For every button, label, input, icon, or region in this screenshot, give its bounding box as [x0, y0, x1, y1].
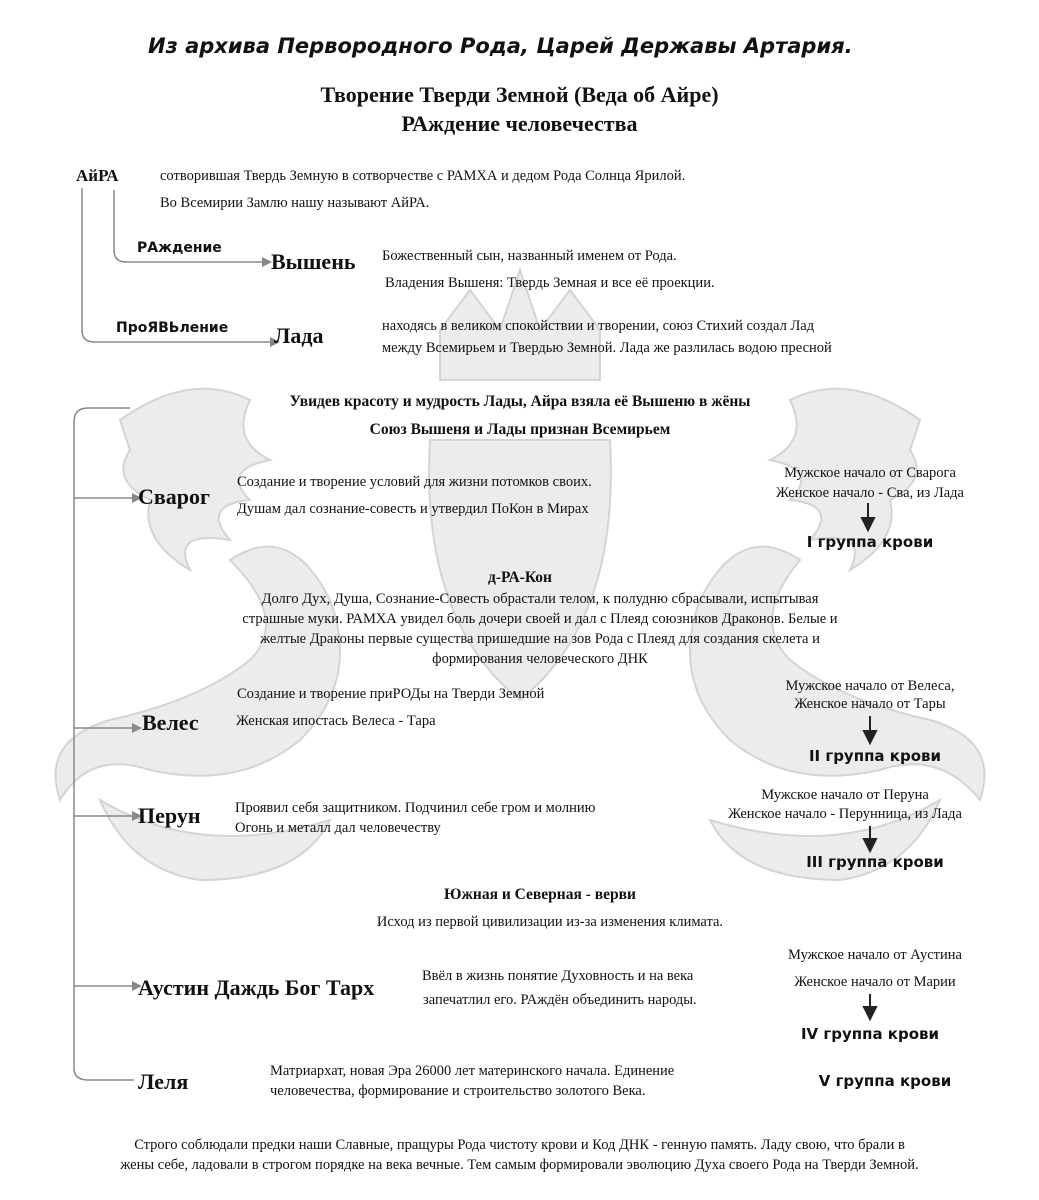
- branch-label-proyavlenie: ПроЯВЬление: [116, 320, 229, 336]
- drakon-line-3: желтые Драконы первые существа пришедшие на зов Рода с Плеяд для создания скелета и: [260, 631, 820, 647]
- perun-desc-1: Проявил себя защитником. Подчинил себе гром и молнию: [235, 800, 596, 816]
- svarog-desc-2: Душам дал сознание-совесть и утвердил ПоКон в Мирах: [237, 501, 589, 517]
- vyshen-desc-2: Владения Вышеня: Твердь Земная и все её проекции.: [385, 275, 715, 291]
- svarog-blood-group: I группа крови: [806, 533, 934, 551]
- veles-name: Велес: [142, 710, 199, 735]
- veles-female: Женское начало от Тары: [794, 696, 946, 712]
- perun-name: Перун: [138, 803, 201, 828]
- veles-blood-group: II группа крови: [808, 747, 942, 765]
- perun-female: Женское начало - Перунница, из Лада: [728, 806, 962, 822]
- drakon-line-1: Долго Дух, Душа, Сознание-Совесть обрастали телом, к полудню сбрасывали, испытывая: [261, 591, 819, 607]
- svarog-name: Сварог: [138, 484, 210, 509]
- lelya-blood-group: V группа крови: [818, 1072, 952, 1090]
- page-subtitle: РАждение человечества: [401, 111, 638, 136]
- austin-name: Аустин Даждь Бог Тарх: [138, 975, 375, 1000]
- veles-desc-1: Создание и творение приРОДы на Тверди Земной: [237, 686, 545, 702]
- lada-name: Лада: [274, 323, 324, 348]
- drakon-title: д-РА-Кон: [488, 569, 552, 586]
- archive-header: Из архива Первородного Рода, Царей Державы Артария.: [148, 34, 853, 58]
- lelya-desc-2: человечества, формирование и строительство золотого Века.: [270, 1083, 646, 1099]
- veles-desc-2: Женская ипостась Велеса - Тара: [236, 713, 436, 729]
- austin-male: Мужское начало от Аустина: [788, 947, 962, 963]
- aira-desc-1: сотворившая Твердь Земную в сотворчестве с РАМХА и дедом Рода Солнца Ярилой.: [160, 168, 686, 184]
- vervi-desc: Исход из первой цивилизации из-за изменения климата.: [376, 914, 724, 930]
- perun-blood-group: III группа крови: [806, 853, 944, 871]
- svarog-female: Женское начало - Сва, из Лада: [776, 485, 964, 501]
- drakon-line-4: формирования человеческого ДНК: [432, 651, 648, 667]
- vyshen-name: Вышень: [271, 249, 356, 274]
- austin-female: Женское начало от Марии: [794, 974, 956, 990]
- page-title: Творение Тверди Земной (Веда об Айре): [320, 82, 719, 107]
- footer-line-2: жены себе, ладовали в строгом порядке на века вечные. Тем самым формировали эволюцию Духа своего Рода на Тверди Земной.: [120, 1157, 919, 1173]
- aira-name: АйРА: [76, 166, 119, 185]
- union-line-2: Союз Вышеня и Лады признан Всемирьем: [369, 421, 671, 438]
- lelya-desc-1: Матриархат, новая Эра 26000 лет материнского начала. Единение: [270, 1063, 675, 1079]
- austin-desc-1: Ввёл в жизнь понятие Духовность и на века: [422, 968, 694, 984]
- veles-male: Мужское начало от Велеса,: [785, 678, 955, 694]
- branch-label-razhdenie: РАждение: [137, 240, 222, 256]
- footer-line-1: Строго соблюдали предки наши Славные, пращуры Рода чистоту крови и Код ДНК - генную память. Ладу свою, что брали в: [134, 1137, 905, 1153]
- lada-desc-2: между Всемирьем и Твердью Земной. Лада же разлилась водою пресной: [382, 340, 832, 356]
- lada-desc-1: находясь в великом спокойствии и творении, союз Стихий создал Лад: [382, 318, 815, 334]
- vervi-title: Южная и Северная - верви: [444, 886, 636, 903]
- perun-male: Мужское начало от Перуна: [761, 787, 929, 803]
- lelya-name: Леля: [138, 1069, 189, 1094]
- drakon-line-2: страшные муки. РАМХА увидел боль дочери своей и дал с Плеяд союзников Драконов. Белые и: [242, 611, 838, 627]
- union-line-1: Увидев красоту и мудрость Лады, Айра взяла её Вышеню в жёны: [289, 393, 751, 410]
- aira-desc-2: Во Всемирии Замлю нашу называют АйРА.: [160, 195, 430, 211]
- austin-desc-2: запечатлил его. РАждён объединить народы.: [423, 992, 697, 1008]
- austin-blood-group: IV группа крови: [800, 1025, 940, 1043]
- svarog-desc-1: Создание и творение условий для жизни потомков своих.: [237, 474, 592, 490]
- perun-desc-2: Огонь и металл дал человечеству: [235, 820, 441, 836]
- svarog-male: Мужское начало от Сварога: [784, 465, 956, 481]
- vyshen-desc-1: Божественный сын, названный именем от Рода.: [382, 248, 677, 264]
